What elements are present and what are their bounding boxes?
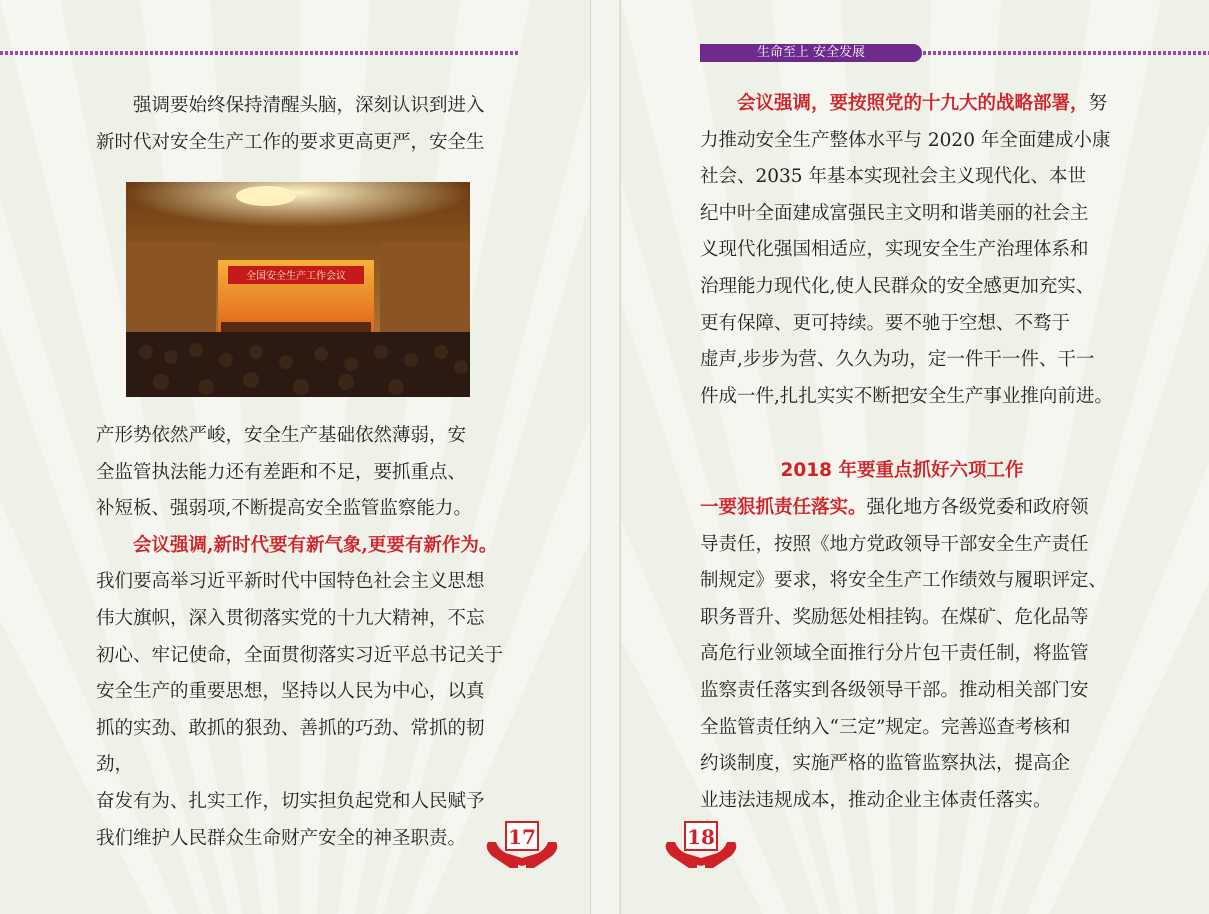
text-line: 抓的实劲、敢抓的狠劲、善抓的巧劲、常抓的韧劲， — [96, 717, 485, 776]
text-line: 安全生产的重要思想，坚持以人民为中心，以真 — [96, 681, 485, 703]
section-title: 2018 年要重点抓好六项工作 — [780, 460, 1024, 481]
highlight-sentence: 会议强调,新时代要有新气象,更要有新作为。 — [133, 534, 498, 556]
decorative-border-line — [0, 50, 518, 56]
text-line: 制规定》要求，将安全生产工作绩效与履职评定、 — [700, 570, 1108, 592]
highlight-sentence: 会议强调，要按照党的十九大的战略部署， — [737, 93, 1089, 114]
right-item-1 — [700, 490, 1120, 819]
text-line: 监察责任落实到各级领导干部。推动相关部门安 — [700, 679, 1089, 701]
text-line: 我们要高举习近平新时代中国特色社会主义思想 — [96, 571, 485, 593]
conference-photo — [126, 182, 470, 397]
text-line: 补短板、强弱项,不断提高安全监管监察能力。 — [96, 498, 472, 520]
left-paragraph-top — [96, 88, 506, 161]
text-line: 全监管责任纳入“三定”规定。完善巡查考核和 — [700, 716, 1071, 738]
page-number-18 — [661, 818, 741, 872]
left-paragraph-continued — [96, 418, 516, 857]
item-heading: 一要狠抓责任落实。 — [700, 497, 867, 518]
text-line: 职务晋升、奖励惩处相挂钩。在煤矿、危化品等 — [700, 606, 1089, 628]
text-line: 力推动安全生产整体水平与 2020 年全面建成小康 — [700, 129, 1111, 151]
text-line: 初心、牢记使命，全面贯彻落实习近平总书记关于 — [96, 644, 504, 666]
conference-hall-image — [126, 182, 470, 397]
text-line: 纪中叶全面建成富强民主文明和谐美丽的社会主 — [700, 202, 1089, 224]
text-line: 社会、2035 年基本实现社会主义现代化、本世 — [700, 166, 1086, 188]
text-fragment: 努 — [1088, 93, 1108, 114]
text-line: 伟大旗帜，深入贯彻落实党的十九大精神，不忘 — [96, 607, 485, 629]
right-paragraph-1 — [700, 86, 1120, 415]
text-line: 奋发有为、扎实工作，切实担负起党和人民赋予 — [96, 790, 485, 812]
text-fragment: 强化地方各级党委和政府领 — [866, 497, 1089, 518]
page-number-17 — [482, 818, 562, 872]
decorative-border-line — [918, 50, 1209, 56]
text-line: 高危行业领域全面推行分片包干责任制，将监管 — [700, 643, 1089, 665]
text-line: 义现代化强国相适应，实现安全生产治理体系和 — [700, 239, 1089, 261]
text-line: 强调要始终保持清醒头脑，深刻认识到进入 — [133, 95, 485, 116]
page-number-text: 17 — [508, 825, 536, 849]
text-line: 新时代对安全生产工作的要求更高更严，安全生 — [96, 131, 485, 153]
text-line: 件成一件,扎扎实实不断把安全生产事业推向前进。 — [700, 385, 1113, 407]
text-line: 更有保障、更可持续。要不驰于空想、不骛于 — [700, 312, 1071, 334]
text-line: 产形势依然严峻，安全生产基础依然薄弱，安 — [96, 425, 467, 446]
text-line: 业违法违规成本，推动企业主体责任落实。 — [700, 789, 1052, 811]
text-line: 全监管执法能力还有差距和不足，要抓重点、 — [96, 461, 467, 483]
text-line: 虚声,步步为营、久久为功，定一件干一件、干一 — [700, 349, 1095, 371]
photo-banner-text: 全国安全生产工作会议 — [246, 271, 346, 282]
text-line: 约谈制度，实施严格的监管监察执法，提高企 — [700, 753, 1071, 775]
header-banner: 生命至上 安全发展 — [700, 44, 922, 62]
text-line: 治理能力现代化,使人民群众的安全感更加充实、 — [700, 275, 1095, 297]
page-number-text: 18 — [687, 825, 715, 849]
text-line: 导责任，按照《地方党政领导干部安全生产责任 — [700, 533, 1089, 555]
text-line: 我们维护人民群众生命财产安全的神圣职责。 — [96, 827, 467, 849]
page-gutter — [591, 0, 619, 914]
